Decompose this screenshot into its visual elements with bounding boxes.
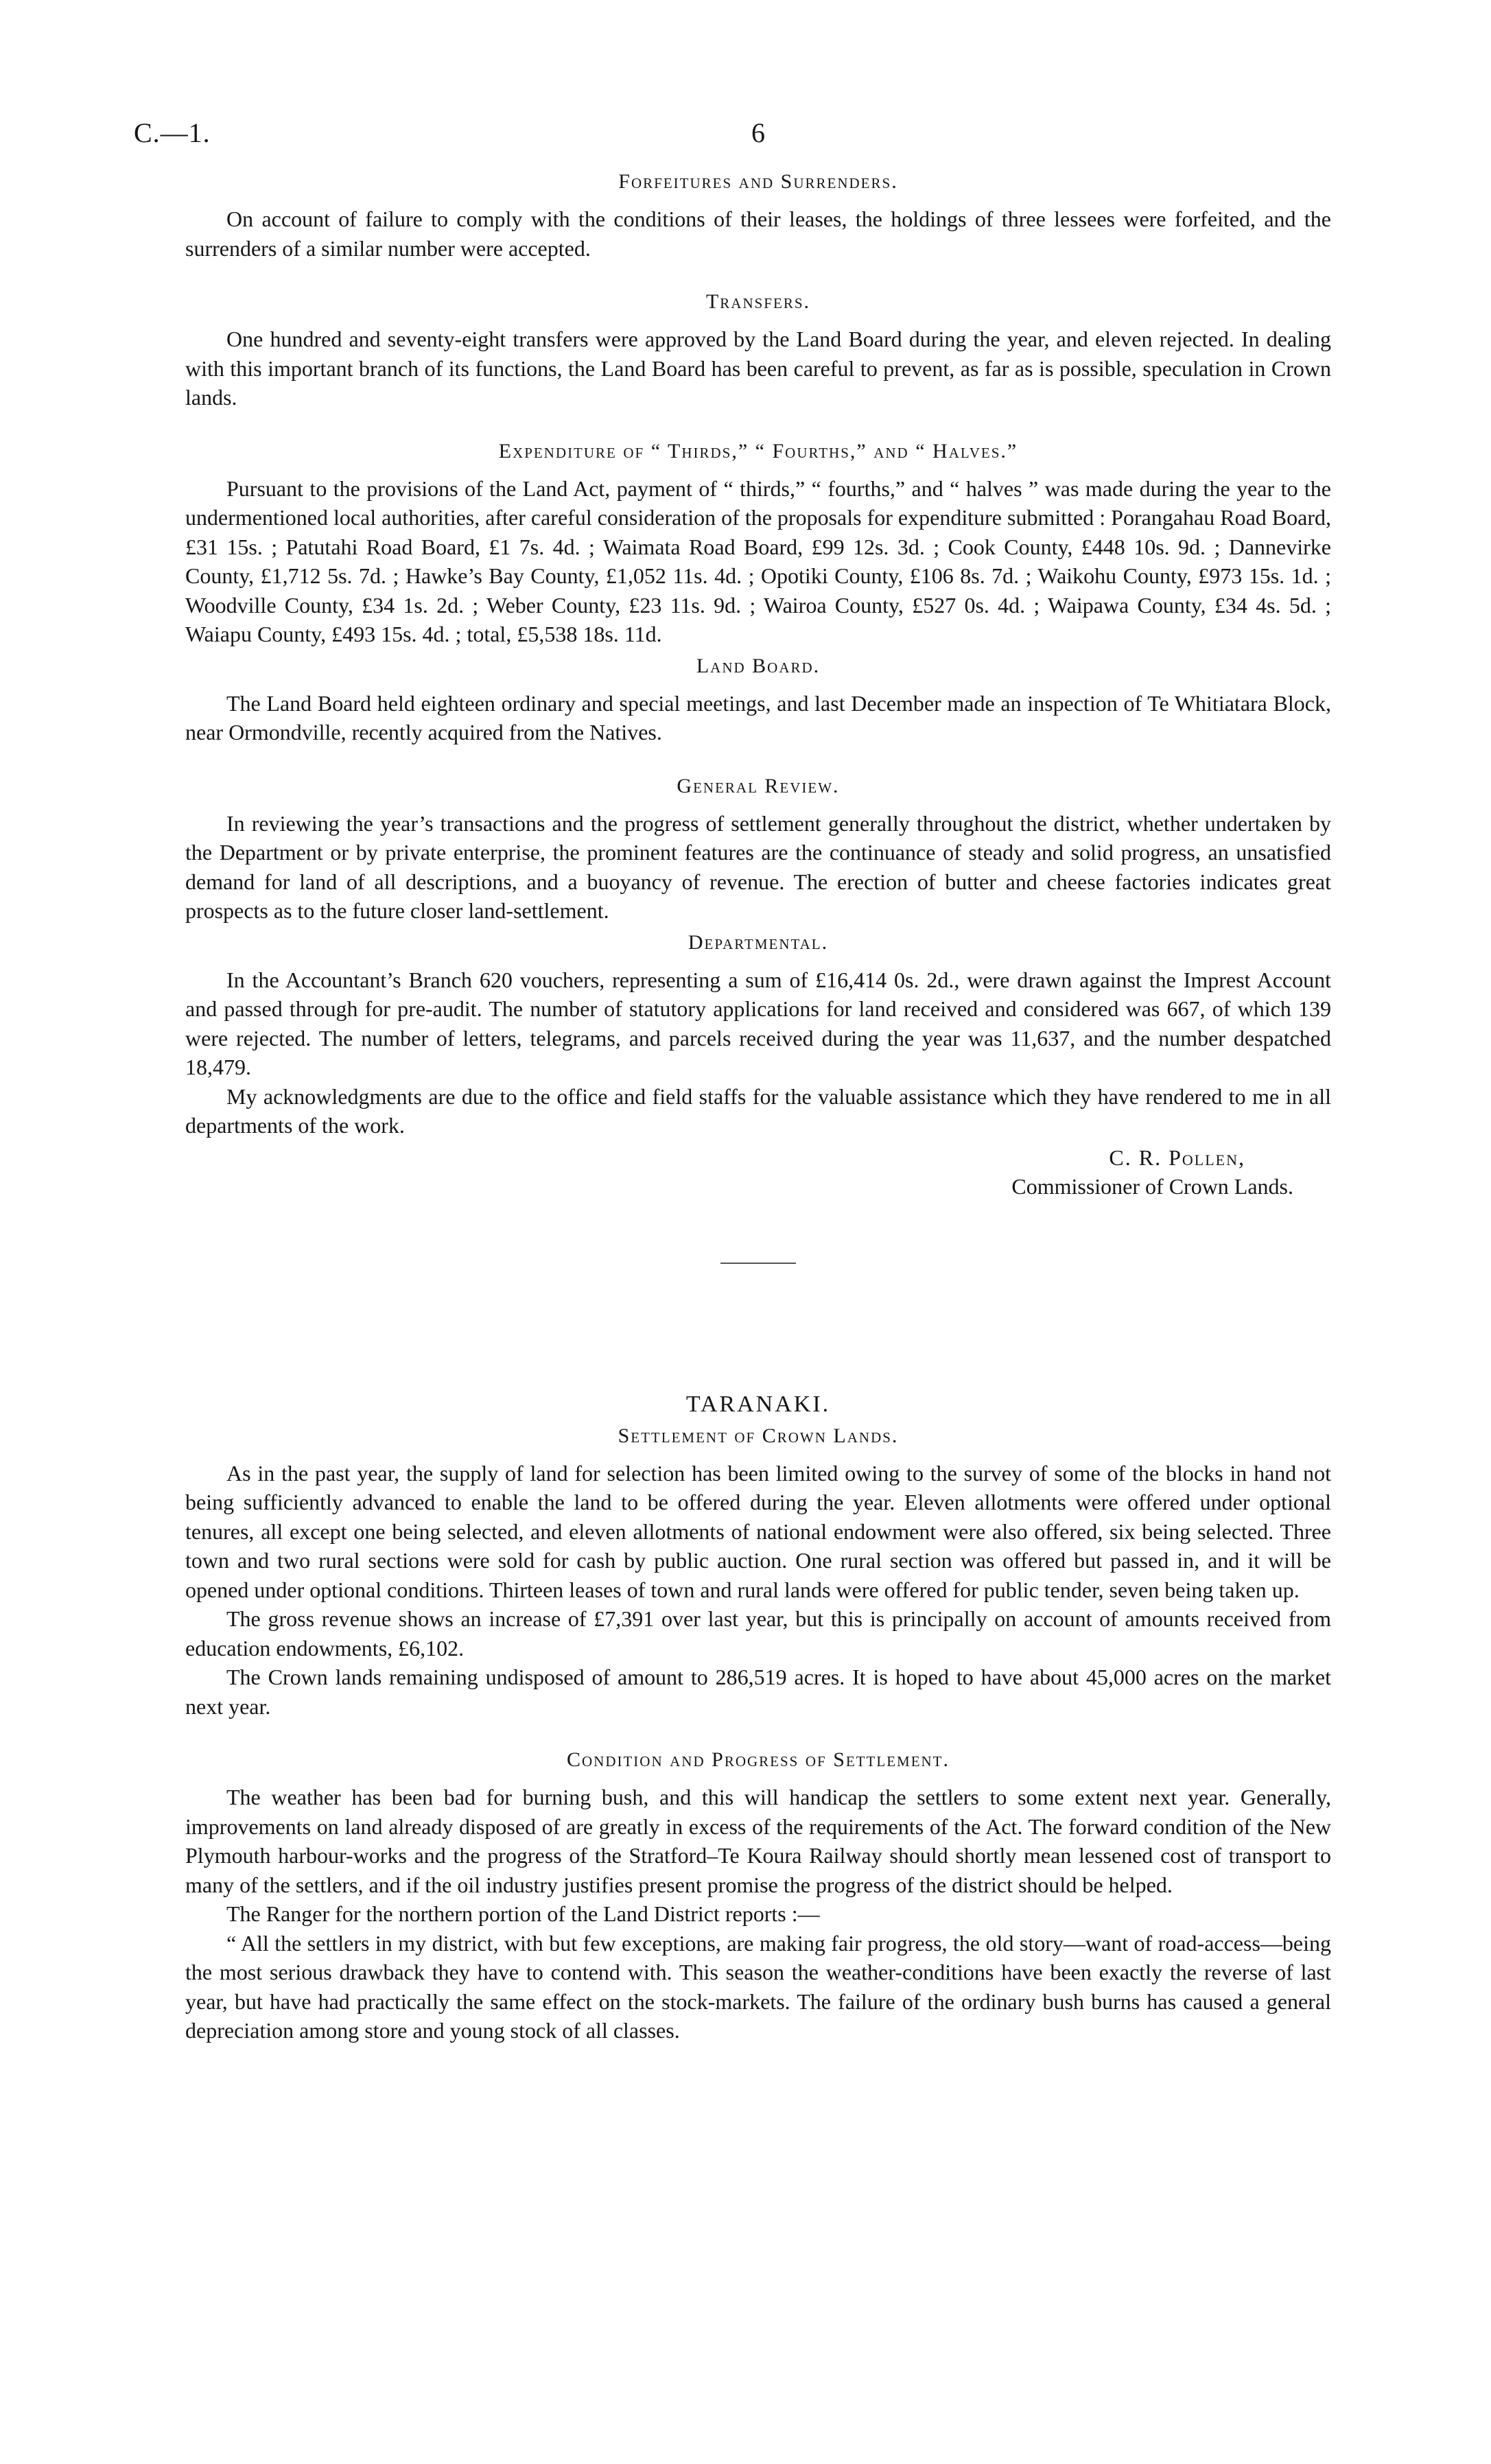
district-title: TARANAKI.	[685, 1391, 831, 1417]
section-divider	[185, 1252, 1331, 1268]
signatory-name: C. R. Pollen,	[1109, 1145, 1245, 1170]
paragraph: The Land Board held eighteen ordinary and special meetings, and last December made an inspection of Te Whitiatara Block, near Ormondville, recently acquired from the Natives.	[185, 690, 1331, 744]
signatory-title: Commissioner of Crown Lands.	[1011, 1173, 1293, 1199]
paragraph: “ All the settlers in my district, with but few exceptions, are making fair progress, the old story—want of road-access—being the most serious drawback they have to contend with. This season the weather-conditions have been exactly the reverse of last year, but have had practically the same effect on the stock-markets. The failure of the ordinary bush burns has caused a general depreciation among store and young stock of all classes.	[185, 1930, 1331, 2043]
section-departmental	[185, 931, 1331, 1140]
paragraph: The gross revenue shows an increase of £7,391 over last year, but this is principally on account of amounts received from education endowments, £6,102.	[185, 1606, 1331, 1661]
heading-expenditure: Expenditure of “ Thirds,” “ Fourths,” and “ Halves.”	[498, 439, 1018, 462]
paragraph: The Ranger for the northern portion of the Land District reports :—	[226, 1901, 820, 1926]
document-reference: C.—1.	[134, 117, 211, 148]
section-land-board	[185, 655, 1331, 747]
heading-forfeitures: Forfeitures and Surrenders.	[618, 170, 898, 193]
section-expenditure	[185, 440, 1331, 649]
heading-transfers: Transfers.	[705, 290, 811, 313]
paragraph: The Crown lands remaining undisposed of amount to 286,519 acres. It is hoped to have about 45,000 acres on the market next year.	[185, 1665, 1331, 1719]
paragraph: In reviewing the year’s transactions and the progress of settlement generally throughout the district, whether undertaken by the Department or by private enterprise, the prominent features are the continuance of steady and solid progress, an unsatisfied demand for land of all descriptions, and a buoyancy of revenue. The erection of butter and cheese factories indicates great prospects as to the future closer land-settlement.	[185, 810, 1331, 923]
section-forfeitures	[185, 170, 1331, 263]
paragraph: One hundred and seventy-eight transfers were approved by the Land Board during the year, and eleven rejected. In dealing with this important branch of its functions, the Land Board has been careful to prevent, as far as is possible, speculation in Crown lands.	[185, 327, 1331, 410]
page-header	[134, 117, 1331, 165]
section-taranaki	[185, 1392, 1331, 2045]
paragraph: My acknowledgments are due to the office and field staffs for the valuable assistance which they have rendered to me in all departments of the work.	[185, 1083, 1331, 1138]
paragraph: On account of failure to comply with the conditions of their leases, the holdings of three lessees were forfeited, and the surrenders of a similar number were accepted.	[185, 207, 1331, 261]
section-transfers	[185, 290, 1331, 412]
paragraph: As in the past year, the supply of land for selection has been limited owing to the survey of some of the blocks in hand not being sufficiently advanced to enable the land to be offered during the year. Eleven allotments were offered under optional tenures, all except one being selected, and eleven allotments of national endowment were also offered, six being selected. Three town and two rural sections were sold for cash by public auction. One rural section was offered but passed in, and it will be opened under optional conditions. Thirteen leases of town and rural lands were offered for public tender, seven being taken up.	[185, 1460, 1331, 1602]
heading-general-review: General Review.	[677, 774, 840, 797]
section-general-review	[185, 775, 1331, 926]
signature-block	[185, 1143, 1331, 1201]
heading-condition: Condition and Progress of Settlement.	[566, 1748, 950, 1771]
page-number: 6	[751, 117, 765, 148]
paragraph: The weather has been bad for burning bush, and this will handicap the settlers to some extent next year. Generally, improvements on land already disposed of are greatly in excess of the requirements of the Act. The forward condition of the New Plymouth harbour-works and the progress of the Stratford–Te Koura Railway should shortly mean lessened cost of transport to many of the settlers, and if the oil industry justifies present promise the progress of the district should be helped.	[185, 1785, 1331, 1897]
heading-settlement: Settlement of Crown Lands.	[618, 1424, 899, 1447]
heading-land-board: Land Board.	[696, 654, 821, 677]
heading-departmental: Departmental.	[688, 930, 829, 954]
paragraph: Pursuant to the provisions of the Land Act, payment of “ thirds,” “ fourths,” and “ halves ” was made during the year to the undermentioned local authorities, after careful consideration of the proposals for expenditure submitted : Porangahau Road Board, £31 15s. ; Patutahi Road Board, £1 7s. 4d. ; Waimata Road Board, £99 12s. 3d. ; Cook County, £448 10s. 9d. ; Dannevirke County, £1,712 5s. 7d. ; Hawke’s Bay County, £1,052 11s. 4d. ; Opotiki County, £106 8s. 7d. ; Waikohu County, £973 15s. 1d. ; Woodville County, £34 1s. 2d. ; Weber County, £23 11s. 9d. ; Wairoa County, £527 0s. 4d. ; Waipawa County, £34 4s. 5d. ; Waiapu County, £493 15s. 4d. ; total, £5,538 18s. 11d.	[185, 476, 1331, 646]
document-page	[134, 117, 1331, 2045]
paragraph: In the Accountant’s Branch 620 vouchers, representing a sum of £16,414 0s. 2d., were drawn against the Imprest Account and passed through for pre-audit. The number of statutory applications for land received and considered was 667, of which 139 were rejected. The number of letters, telegrams, and parcels received during the year was 11,637, and the number despatched 18,479.	[185, 967, 1331, 1079]
